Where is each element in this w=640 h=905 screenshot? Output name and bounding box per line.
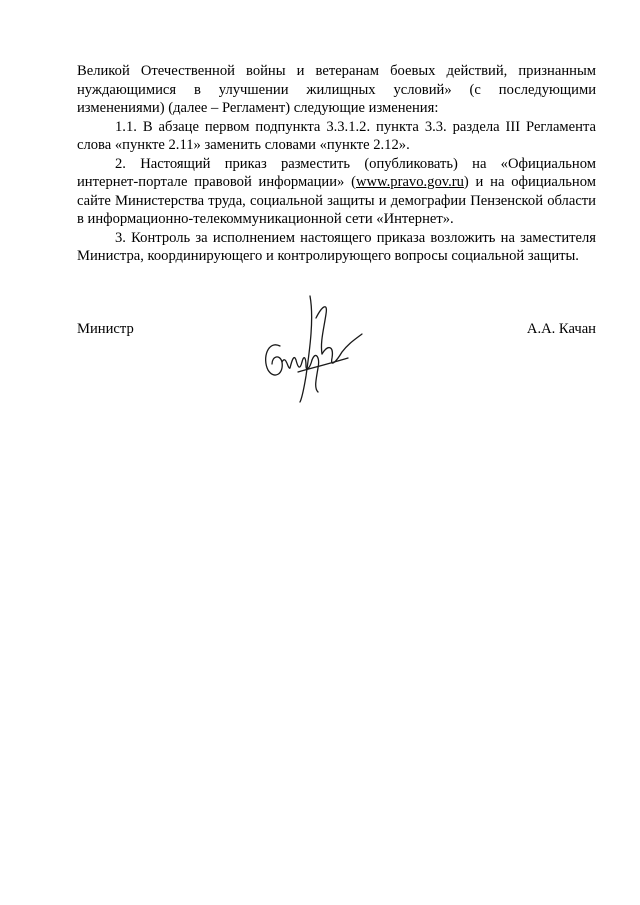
signer-name: А.А. Качан — [526, 321, 596, 337]
signer-position: Министр — [77, 321, 134, 337]
paragraph-2-text-before: 2. Настоящий приказ разместить (опубликовать) на «Официальном интернет-портале правовой информации» ( — [77, 155, 596, 190]
paragraph-intro-continuation: Великой Отечественной войны и ветеранам боевых действий, признанным нуждающимися в улучшении жилищных условий» (с последующими изменениями) (далее – Регламент) следующие изменения: — [77, 63, 596, 116]
handwritten-signature — [258, 288, 368, 406]
paragraph-2-text-after: ) и на официальном сайте Министерства труда, социальной защиты и демографии Пензенской области в информационно-телекоммуникационной сети «Интернет». — [77, 174, 596, 227]
pravo-gov-link[interactable]: www.pravo.gov.ru — [355, 174, 464, 190]
paragraph-2 — [77, 155, 596, 229]
paragraph-3: 3. Контроль за исполнением настоящего приказа возложить на заместителя Министра, координирующего и контролирующего вопросы социальной защиты. — [77, 229, 596, 264]
document-body — [77, 62, 596, 266]
paragraph-1-1: 1.1. В абзаце первом подпункта 3.3.1.2. пункта 3.3. раздела III Регламента слова «пункте 2.11» заменить словами «пункте 2.12». — [77, 118, 596, 153]
